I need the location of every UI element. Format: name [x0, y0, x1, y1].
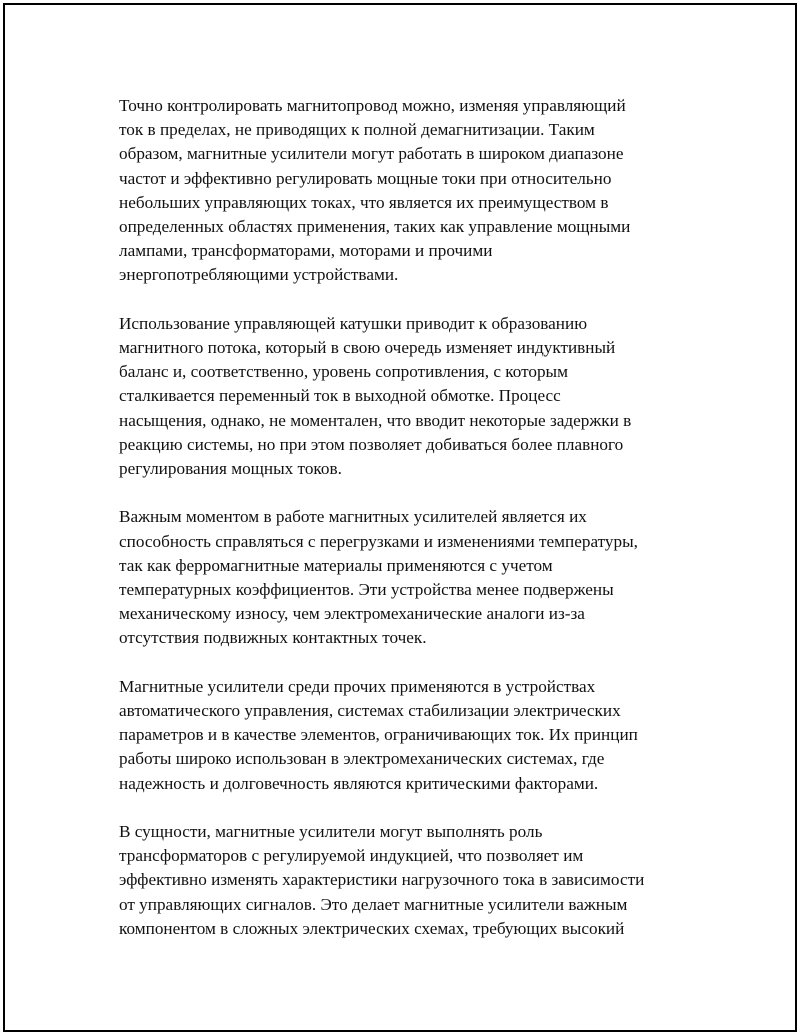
text-line: температурных коэффициентов. Эти устройства менее подвержены [119, 580, 614, 600]
paragraph-5 [119, 820, 699, 941]
text-line: компонентом в сложных электрических схемах, требующих высокий [119, 918, 625, 938]
text-line: регулирования мощных токов. [119, 459, 342, 479]
paragraph-2 [119, 312, 699, 481]
text-line: сталкивается переменный ток в выходной обмотке. Процесс [119, 386, 561, 406]
text-line: от управляющих сигналов. Это делает магнитные усилители важным [119, 894, 628, 914]
paragraph-3 [119, 505, 699, 650]
text-line: частот и эффективно регулировать мощные токи при относительно [119, 168, 612, 188]
text-line: отсутствия подвижных контактных точек. [119, 628, 427, 648]
text-line: В сущности, магнитные усилители могут выполнять роль [119, 822, 543, 842]
text-line: способность справляться с перегрузками и изменениями температуры, [119, 531, 638, 551]
paragraph-4 [119, 675, 699, 796]
text-line: механическому износу, чем электромеханические аналоги из-за [119, 604, 585, 624]
document-body [119, 94, 699, 965]
paragraph-1 [119, 94, 699, 288]
text-line: автоматического управления, системах стабилизации электрических [119, 701, 621, 721]
text-line: надежность и долговечность являются критическими факторами. [119, 773, 599, 793]
text-line: баланс и, соответственно, уровень сопротивления, с которым [119, 362, 568, 382]
text-line: энергопотребляющими устройствами. [119, 265, 399, 285]
text-line: параметров и в качестве элементов, ограничивающих ток. Их принцип [119, 725, 638, 745]
text-line: насыщения, однако, не моментален, что вводит некоторые задержки в [119, 410, 632, 430]
text-line: Магнитные усилители среди прочих применяются в устройствах [119, 676, 596, 696]
text-line: определенных областях применения, таких как управление мощными [119, 217, 631, 237]
text-line: работы широко использован в электромеханических системах, где [119, 749, 605, 769]
text-line: образом, магнитные усилители могут работать в широком диапазоне [119, 144, 624, 164]
text-line: лампами, трансформаторами, моторами и прочими [119, 241, 493, 261]
text-line: магнитного потока, который в свою очередь изменяет индуктивный [119, 338, 616, 358]
text-line: так как ферромагнитные материалы применяются с учетом [119, 555, 553, 575]
text-line: Использование управляющей катушки приводит к образованию [119, 313, 588, 333]
text-line: Важным моментом в работе магнитных усилителей является их [119, 507, 587, 527]
text-line: небольших управляющих токах, что является их преимуществом в [119, 192, 609, 212]
text-line: трансформаторов с регулируемой индукцией, что позволяет им [119, 846, 584, 866]
text-line: ток в пределах, не приводящих к полной демагнитизации. Таким [119, 120, 595, 140]
text-line: Точно контролировать магнитопровод можно, изменяя управляющий [119, 96, 626, 115]
text-line: реакцию системы, но при этом позволяет добиваться более плавного [119, 434, 624, 454]
text-line: эффективно изменять характеристики нагрузочного тока в зависимости [119, 870, 645, 890]
